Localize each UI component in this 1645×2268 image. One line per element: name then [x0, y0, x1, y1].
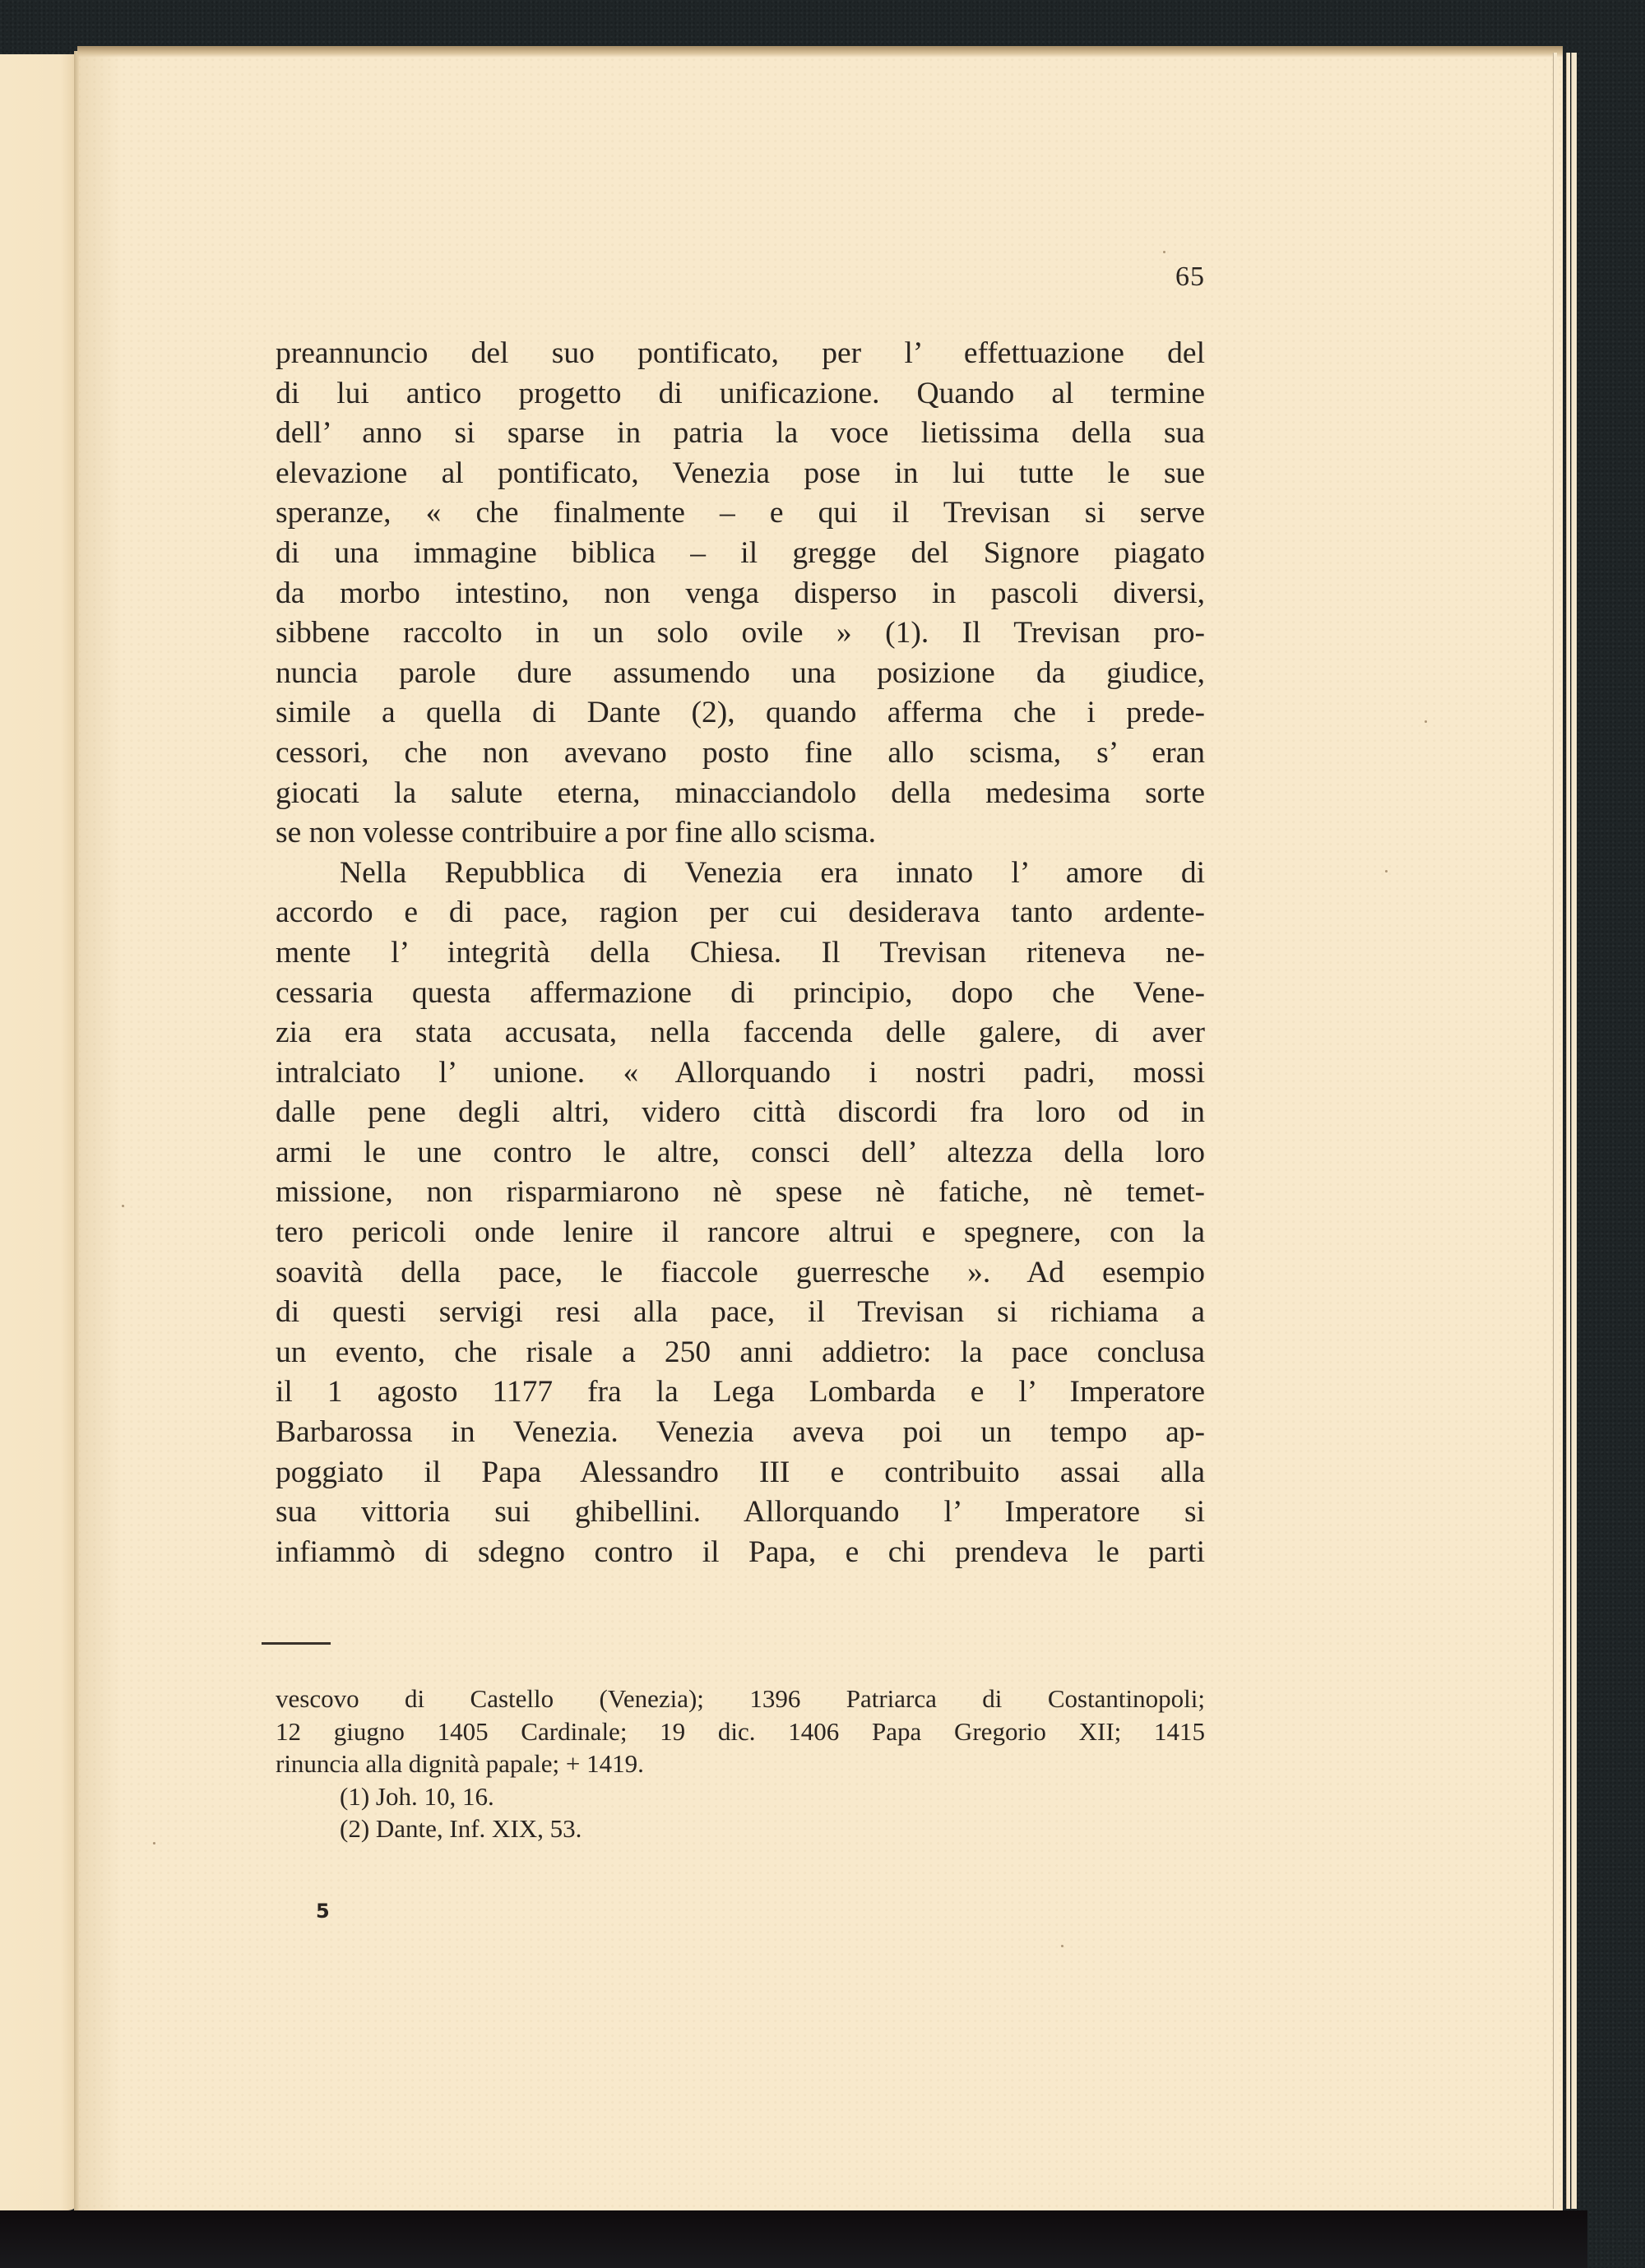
- text-line: di questi servigi resi alla pace, il Trevisan si richiama a: [276, 1295, 1205, 1330]
- text-line: nuncia parole dure assumendo una posizione da giudice,: [276, 655, 1205, 690]
- text-line: Barbarossa in Venezia. Venezia aveva poi un tempo ap-: [276, 1415, 1205, 1450]
- text-line: sibbene raccolto in un solo ovile » (1). Il Trevisan pro-: [276, 616, 1205, 650]
- text-line: simile a quella di Dante (2), quando afferma che i prede-: [276, 696, 1205, 730]
- footnotes: [276, 1682, 1205, 1845]
- text-line: cessori, che non avevano posto fine allo scisma, s’ eran: [276, 735, 1205, 770]
- text-line: dell’ anno si sparse in patria la voce lietissima della sua: [276, 416, 1205, 451]
- paper-speck: [1061, 1945, 1063, 1947]
- text-line: elevazione al pontificato, Venezia pose in lui tutte le sue: [276, 456, 1205, 490]
- page-stack-edge: [1571, 53, 1577, 2209]
- text-line: speranze, « che finalmente – e qui il Trevisan si serve: [276, 496, 1205, 530]
- text-line: mente l’ integrità della Chiesa. Il Trevisan riteneva ne-: [276, 935, 1205, 970]
- text-line: tero pericoli onde lenire il rancore altrui e spegnere, con la: [276, 1215, 1205, 1250]
- text-line: se non volesse contribuire a por fine allo scisma.: [276, 816, 877, 850]
- text-line: giocati la salute eterna, minacciandolo della medesima sorte: [276, 775, 1205, 810]
- book-shadow: [0, 2210, 1587, 2268]
- text-line: missione, non risparmiarono nè spese nè fatiche, nè temet-: [276, 1175, 1205, 1210]
- paper-speck: [122, 1205, 124, 1207]
- footnote-continuation-line: 12 giugno 1405 Cardinale; 19 dic. 1406 Papa Gregorio XII; 1415: [276, 1716, 1205, 1746]
- text-line: sua vittoria sui ghibellini. Allorquando l’ Imperatore si: [276, 1495, 1205, 1530]
- paper-speck: [153, 1842, 155, 1844]
- text-line: intralciato l’ unione. « Allorquando i nostri padri, mossi: [276, 1055, 1205, 1090]
- text-line: di lui antico progetto di unificazione. Quando al termine: [276, 376, 1205, 410]
- page-top-edge: [77, 46, 1563, 58]
- footnote-separator: [262, 1642, 331, 1645]
- text-line: accordo e di pace, ragion per cui desiderava tanto ardente-: [276, 896, 1205, 930]
- paper-speck: [1163, 251, 1165, 253]
- footnote-continuation-line: vescovo di Castello (Venezia); 1396 Patriarca di Costantinopoli;: [276, 1684, 1205, 1713]
- body-text: [276, 334, 1205, 1572]
- text-line: dalle pene degli altri, videro città discordi fra loro od in: [276, 1095, 1205, 1130]
- text-line: poggiato il Papa Alessandro III e contribuito assai alla: [276, 1455, 1205, 1489]
- text-line: un evento, che risale a 250 anni addietro: la pace conclusa: [276, 1335, 1205, 1369]
- text-line: infiammò di sdegno contro il Papa, e chi prendeva le parti: [276, 1534, 1205, 1569]
- paper-speck: [1385, 870, 1388, 872]
- page-stack-edge: [1566, 53, 1570, 2209]
- text-line: soavità della pace, le fiaccole guerresche ». Ad esempio: [276, 1255, 1205, 1289]
- text-line: il 1 agosto 1177 fra la Lega Lombarda e l’ Imperatore: [276, 1375, 1205, 1409]
- footnote-1: (1) Joh. 10, 16.: [340, 1781, 494, 1811]
- footnote-2: (2) Dante, Inf. XIX, 53.: [340, 1814, 582, 1843]
- paragraph-start-line: Nella Repubblica di Venezia era innato l’ amore di: [340, 855, 1205, 890]
- left-page-edge: [0, 54, 76, 2210]
- text-line: armi le une contro le altre, consci dell’ altezza della loro: [276, 1135, 1205, 1169]
- text-line: da morbo intestino, non venga disperso in pascoli diversi,: [276, 576, 1205, 610]
- text-line: cessaria questa affermazione di principio, dopo che Vene-: [276, 975, 1205, 1010]
- text-line: preannuncio del suo pontificato, per l’ effettuazione del: [276, 336, 1205, 370]
- paper-speck: [1425, 720, 1427, 723]
- text-line: di una immagine biblica – il gregge del Signore piagato: [276, 535, 1205, 570]
- footnote-continuation-line: rinuncia alla dignità papale; + 1419.: [276, 1749, 644, 1778]
- text-line: zia era stata accusata, nella faccenda delle galere, di aver: [276, 1016, 1205, 1050]
- page-number: 65: [1175, 262, 1205, 292]
- book-gutter: [74, 51, 79, 2210]
- page-stack-edge: [1553, 53, 1557, 2209]
- signature-mark: 5: [316, 1900, 330, 1923]
